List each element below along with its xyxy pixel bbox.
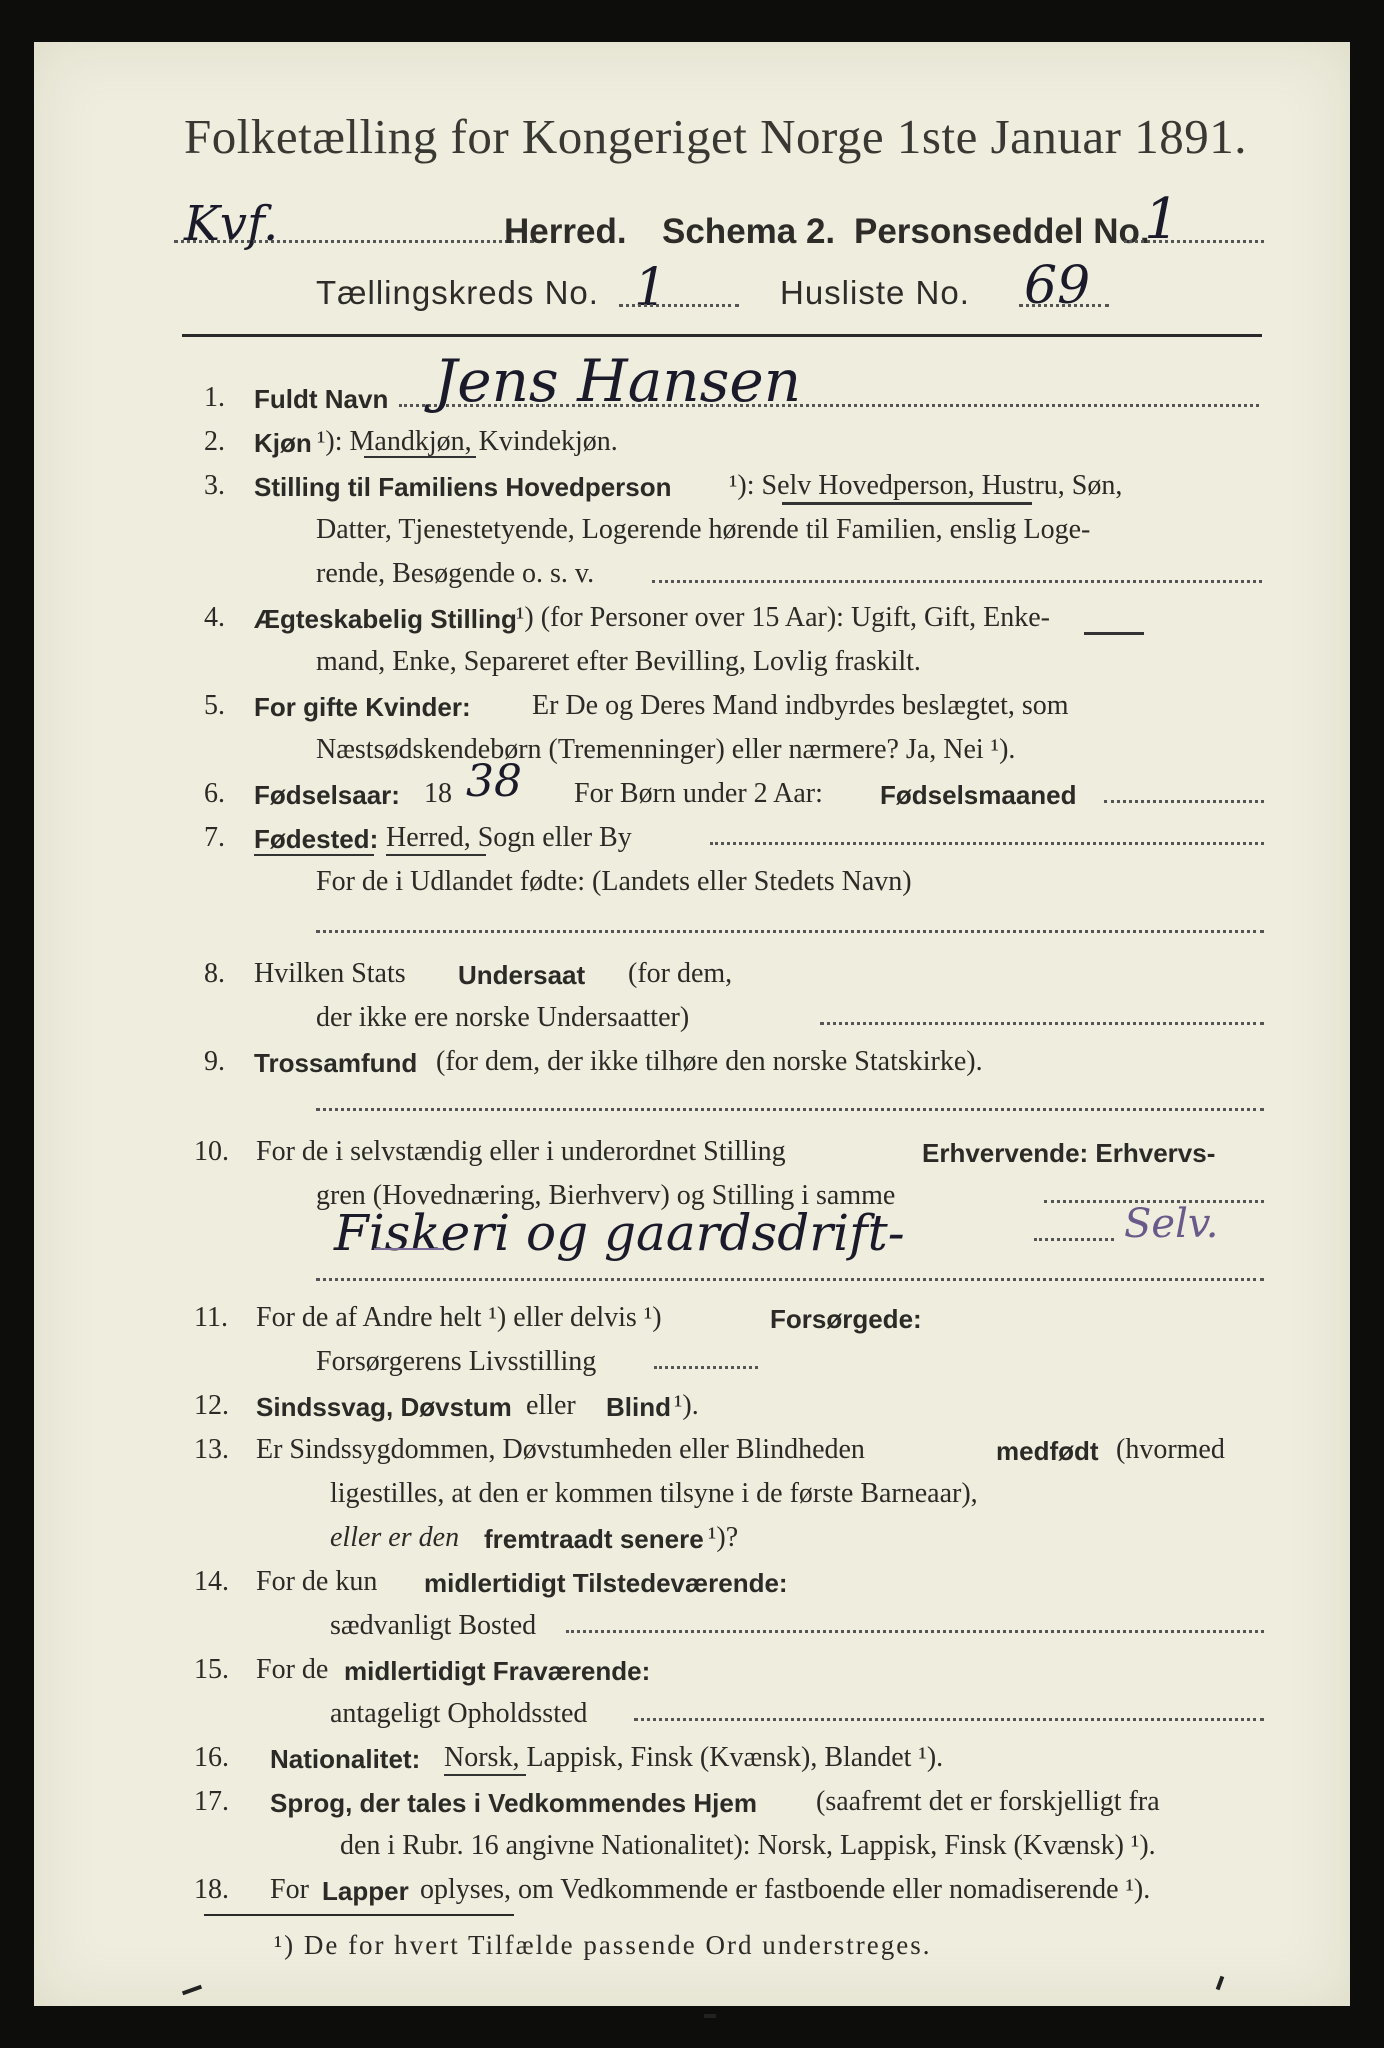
q18-bold: Lapper — [322, 1876, 409, 1906]
q4-line2: mand, Enke, Separeret efter Bevilling, Lovlig fraskilt. — [316, 646, 921, 677]
husliste-label: Husliste No. — [780, 274, 970, 311]
q7-underline-herred — [386, 854, 486, 856]
herred-handwritten: Kvf. — [184, 196, 279, 252]
q12-bold2: Blind — [606, 1392, 671, 1422]
q14-dots — [566, 1630, 1264, 1633]
q4-underline-gift — [1084, 632, 1144, 635]
form-title: Folketælling for Kongeriget Norge 1ste Januar 1891. — [184, 109, 1247, 164]
kreds-dots — [619, 304, 739, 307]
q10-dots-2 — [316, 1278, 1264, 1281]
q15-dots — [634, 1718, 1264, 1721]
footnote: ¹) De for hvert Tilfælde passende Ord understreges. — [274, 1930, 932, 1960]
q18-number: 18. — [194, 1874, 229, 1905]
q7-dots-2 — [316, 930, 1264, 933]
kreds-label: Tællingskreds No. — [316, 274, 599, 311]
q12-tail: ¹). — [674, 1390, 699, 1421]
q11-bold: Forsørgede: — [770, 1304, 922, 1334]
q13-line3a: eller er den — [330, 1522, 460, 1553]
q13-line1b: (hvormed — [1116, 1434, 1225, 1465]
q17-bold: Sprog, der tales i Vedkommendes Hjem — [270, 1788, 757, 1818]
q11-number: 11. — [194, 1302, 228, 1333]
stray-mark — [1216, 1976, 1225, 1991]
personseddel-label: Personseddel No. — [854, 212, 1150, 251]
q2-text: ¹): Mandkjøn, Kvindekjøn. — [317, 426, 618, 457]
census-form-sheet — [34, 42, 1350, 2006]
q10-bold: Erhvervende: Erhvervs- — [922, 1138, 1216, 1168]
q3-number: 3. — [204, 470, 225, 501]
personseddel-dots — [1124, 240, 1264, 243]
q13-line3b: ¹)? — [708, 1522, 739, 1553]
q4-label: Ægteskabelig Stilling — [254, 604, 517, 634]
q9-number: 9. — [204, 1046, 225, 1077]
herred-label: Herred. — [504, 212, 627, 251]
schema-label: Schema 2. — [662, 212, 836, 251]
husliste-number: 69 — [1024, 256, 1091, 316]
q15-number: 15. — [194, 1654, 229, 1685]
herred-dots — [174, 240, 534, 243]
q7-number: 7. — [204, 822, 225, 853]
q7-line1: Herred, Sogn eller By — [386, 822, 632, 853]
q3-line1: ¹): Selv Hovedperson, Hustru, Søn, — [729, 470, 1123, 501]
q6-label: Fødselsaar: — [254, 780, 400, 810]
personseddel-number: 1 — [1144, 187, 1180, 252]
q8-bold: Undersaat — [458, 960, 586, 990]
q8-dots — [820, 1022, 1264, 1025]
q1-number: 1. — [204, 382, 225, 413]
q9-text: (for dem, der ikke tilhøre den norske Statskirke). — [436, 1046, 983, 1077]
q11-line1a: For de af Andre helt ¹) eller delvis ¹) — [256, 1302, 662, 1333]
q3-line3: rende, Besøgende o. s. v. — [316, 558, 595, 589]
q1-answer-name: Jens Hansen — [434, 347, 802, 415]
q1-label: Fuldt Navn — [254, 384, 389, 414]
q15-line2: antageligt Opholdssted — [330, 1698, 588, 1729]
q16-underline-norsk — [444, 1774, 526, 1776]
q9-label: Trossamfund — [254, 1048, 418, 1078]
q12-number: 12. — [194, 1390, 229, 1421]
q14-number: 14. — [194, 1566, 229, 1597]
q17-number: 17. — [194, 1786, 229, 1817]
q8-line1b: (for dem, — [628, 958, 733, 989]
q6-bold: Fødselsmaaned — [880, 780, 1077, 810]
q10-answer-underline — [374, 1248, 444, 1250]
q12-bold: Sindssvag, Døvstum — [256, 1392, 512, 1422]
stray-mark — [704, 2014, 716, 2018]
q16-label: Nationalitet: — [270, 1744, 421, 1774]
header-rule — [182, 334, 1262, 337]
q14-bold: midlertidigt Tilstedeværende: — [424, 1568, 788, 1598]
q3-underline-selv — [782, 502, 1032, 505]
kreds-number: 1 — [634, 258, 668, 318]
q14-line2: sædvanligt Bosted — [330, 1610, 537, 1641]
q10-answer-dots — [1034, 1238, 1114, 1241]
q13-number: 13. — [194, 1434, 229, 1465]
q14-line1a: For de kun — [256, 1566, 378, 1597]
q7-dots — [710, 842, 1264, 845]
q3-dots — [652, 580, 1262, 583]
q8-line2: der ikke ere norske Undersaatter) — [316, 1002, 690, 1033]
q3-line2: Datter, Tjenestetyende, Logerende hørende til Familien, enslig Loge- — [316, 514, 1091, 545]
q16-number: 16. — [194, 1742, 229, 1773]
q5-line2: Næstsødskendebørn (Tremenninger) eller nærmere? Ja, Nei ¹). — [316, 734, 1016, 765]
q2-label: Kjøn — [254, 428, 312, 458]
q2-underline-mandkjon — [364, 456, 476, 458]
q10-answer-selv: Selv. — [1124, 1201, 1219, 1247]
husliste-dots — [1019, 304, 1109, 307]
q10-line1a: For de i selvstændig eller i underordnet Stilling — [256, 1136, 786, 1167]
q6-answer-year: 38 — [466, 756, 522, 807]
q15-line1a: For de — [256, 1654, 329, 1685]
q11-dots — [654, 1366, 758, 1369]
q12-text: eller — [526, 1390, 576, 1421]
q17-line2: den i Rubr. 16 angivne Nationalitet): Norsk, Lappisk, Finsk (Kvænsk) ¹). — [340, 1830, 1156, 1861]
q2-number: 2. — [204, 426, 225, 457]
q4-number: 4. — [204, 602, 225, 633]
q11-line2: Forsørgerens Livsstilling — [316, 1346, 597, 1377]
q3-label: Stilling til Familiens Hovedperson — [254, 472, 672, 502]
q5-number: 5. — [204, 690, 225, 721]
q6-dots — [1104, 800, 1264, 803]
q8-number: 8. — [204, 958, 225, 989]
q13-line1a: Er Sindssygdommen, Døvstumheden eller Blindheden — [256, 1434, 865, 1465]
q7-line2: For de i Udlandet fødte: (Landets eller Stedets Navn) — [316, 866, 912, 897]
q10-number: 10. — [194, 1136, 229, 1167]
q4-line1: ¹) (for Personer over 15 Aar): Ugift, Gift, Enke- — [516, 602, 1051, 633]
q8-line1a: Hvilken Stats — [254, 958, 406, 989]
q13-bold: medfødt — [996, 1436, 1099, 1466]
q13-line2: ligestilles, at den er kommen tilsyne i de første Barneaar), — [330, 1478, 978, 1509]
q17-line1b: (saafremt det er forskjelligt fra — [816, 1786, 1160, 1817]
q9-dots — [316, 1108, 1264, 1111]
q6-number: 6. — [204, 778, 225, 809]
q16-text: Norsk, Lappisk, Finsk (Kvænsk), Blandet ¹). — [444, 1742, 944, 1773]
q10-answer-occupation: Fiskeri og gaardsdrift- — [334, 1204, 905, 1262]
q15-bold: midlertidigt Fraværende: — [344, 1656, 651, 1686]
q18-line1a: For — [270, 1874, 309, 1905]
q7-underline-fodested — [254, 854, 374, 856]
q5-label: For gifte Kvinder: — [254, 692, 471, 722]
q10-line2: gren (Hovednæring, Bierhverv) og Stilling i samme — [316, 1180, 896, 1211]
q13-bold2: fremtraadt senere — [484, 1524, 704, 1554]
q5-line1: Er De og Deres Mand indbyrdes beslægtet, som — [532, 690, 1069, 721]
q6-rest: For Børn under 2 Aar: — [574, 778, 823, 809]
q7-label: Fødested: — [254, 824, 379, 854]
q18-line1b: oplyses, om Vedkommende er fastboende eller nomadiserende ¹). — [420, 1874, 1151, 1905]
stray-mark — [182, 1985, 202, 1996]
footnote-rule — [204, 1914, 514, 1916]
q6-prefix: 18 — [424, 778, 452, 809]
